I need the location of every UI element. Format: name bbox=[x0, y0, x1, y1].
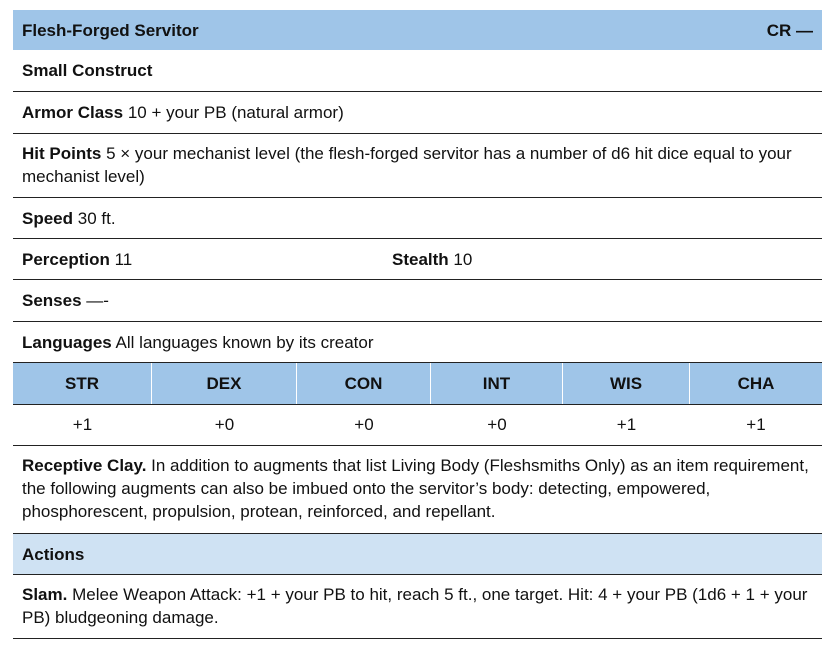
ability-name-cha: CHA bbox=[737, 373, 775, 393]
actions-heading: Actions bbox=[22, 544, 85, 564]
languages-row bbox=[13, 322, 822, 363]
trait-row bbox=[13, 446, 822, 534]
senses-row bbox=[13, 280, 822, 322]
languages-value: All languages known by its creator bbox=[115, 332, 374, 352]
ability-scores-values bbox=[13, 405, 822, 446]
ability-mod-cha: +1 bbox=[746, 415, 766, 434]
speed-value: 30 ft. bbox=[77, 208, 116, 228]
perception-value: 11 bbox=[114, 249, 133, 269]
hit-points-value: 5 × your mechanist level (the flesh-forged servitor has a number of d6 hit dice equal to your mechanist level) bbox=[22, 144, 792, 186]
creature-type: Small Construct bbox=[22, 61, 153, 80]
ability-name-dex: DEX bbox=[152, 363, 297, 404]
senses-label: Senses bbox=[22, 291, 82, 310]
ability-mod-wis: +1 bbox=[616, 415, 637, 434]
speed-label: Speed bbox=[22, 208, 74, 228]
stealth bbox=[392, 239, 472, 279]
armor-class-row bbox=[13, 92, 822, 134]
armor-class-label: Armor Class bbox=[22, 103, 124, 122]
ability-name-con: CON bbox=[297, 363, 431, 404]
senses-value: —- bbox=[86, 291, 109, 310]
ability-scores-header bbox=[13, 363, 822, 405]
challenge-rating: CR — bbox=[766, 20, 813, 40]
ability-name-str: STR bbox=[13, 363, 152, 404]
perception-label: Perception bbox=[22, 249, 110, 269]
hit-points-label: Hit Points bbox=[22, 144, 102, 163]
stealth-value: 10 bbox=[453, 249, 473, 269]
ability-mod-str: +1 bbox=[72, 415, 93, 434]
ability-mod-dex: +0 bbox=[214, 415, 235, 434]
action-row bbox=[13, 575, 822, 639]
stat-block-header bbox=[13, 10, 822, 50]
languages-label: Languages bbox=[22, 332, 112, 352]
ability-name-int: INT bbox=[431, 363, 563, 404]
stealth-label: Stealth bbox=[392, 249, 449, 269]
actions-heading-row bbox=[13, 534, 822, 575]
creature-name: Flesh-Forged Servitor bbox=[22, 20, 199, 40]
hit-points-row bbox=[13, 134, 822, 198]
skills-row bbox=[13, 239, 822, 280]
armor-class-value: 10 + your PB (natural armor) bbox=[127, 103, 344, 122]
ability-mod-int: +0 bbox=[487, 415, 507, 434]
ability-name-wis: WIS bbox=[563, 363, 690, 404]
trait-name: Receptive Clay. bbox=[22, 456, 147, 475]
creature-type-row bbox=[13, 50, 822, 92]
action-text: Melee Weapon Attack: +1 + your PB to hit, reach 5 ft., one target. Hit: 4 + your PB (1d6 + 1 + your PB) bludgeoning damage. bbox=[22, 585, 808, 627]
action-name: Slam. bbox=[22, 585, 68, 604]
perception bbox=[22, 239, 132, 279]
speed-row bbox=[13, 198, 822, 239]
ability-mod-con: +0 bbox=[354, 415, 374, 434]
trait-text: In addition to augments that list Living Body (Fleshsmiths Only) as an item requirement, the following augments can also be imbued onto the servitor’s body: detecting, empowered, phosphorescent, propulsion, protean, reinforced, and repellant. bbox=[22, 456, 809, 521]
